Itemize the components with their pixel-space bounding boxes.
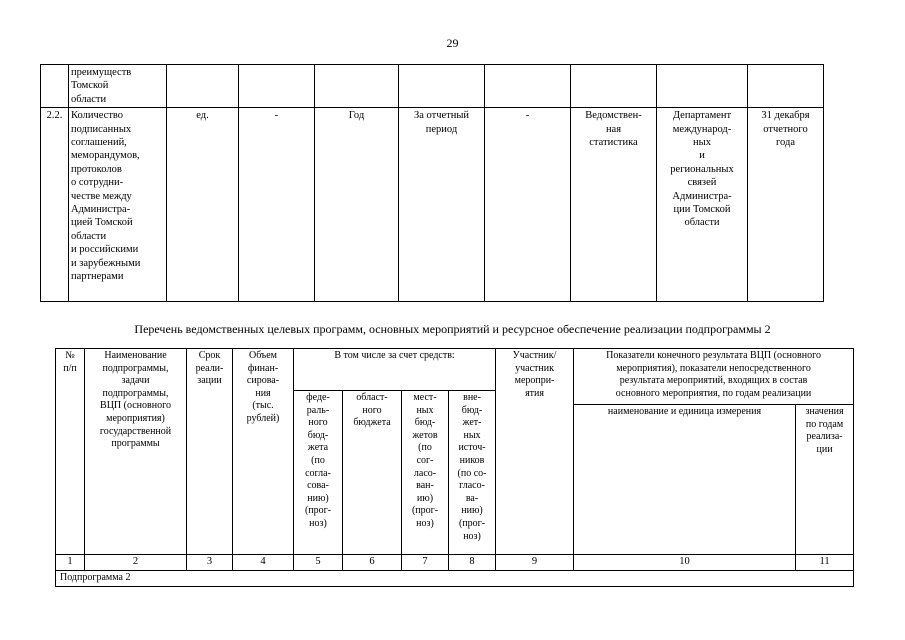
page-number: 29 [446, 36, 459, 50]
table-cell: - [485, 108, 571, 302]
header-indicator-values: значения по годам реализа- ции [796, 405, 854, 555]
header-sources-group: В том числе за счет средств: [294, 349, 496, 391]
header-extrabudget: вне- бюд- жет- ных источ- ников (по со- гласо- ва- нию) (прог- ноз) [449, 391, 496, 555]
column-number: 11 [796, 555, 854, 571]
header-num: № п/п [56, 349, 85, 555]
row-number: 2.2. [41, 108, 69, 302]
unit-cell: ед. [167, 108, 239, 302]
indicator-name-continued: преимуществ Томской области [69, 65, 167, 108]
header-federal: феде- раль- ного бюд- жета (по согла- сова- нию) (прог- ноз) [294, 391, 343, 555]
table-row [56, 570, 854, 586]
header-local: мест- ных бюд- жетов (по сог- ласо- ван- ию) (прог- ноз) [402, 391, 449, 555]
column-number: 6 [343, 555, 402, 571]
indicator-name: Количество подписанных соглашений, меморандумов, протоколов о сотрудни- честве между Администра- цией Томской области и российскими и зарубежными партнерами [69, 108, 167, 302]
table-cell: - [239, 108, 315, 302]
header-indicator-name: наименование и единица измерения [574, 405, 796, 555]
responsible-cell: Департамент международ- ных и региональных связей Администра- ции Томской области [657, 108, 748, 302]
header-name: Наименование подпрограммы, задачи подпрограммы, ВЦП (основного мероприятия) государственной программы [85, 349, 187, 555]
header-volume: Объем финан- сирова- ния (тыс. рублей) [233, 349, 294, 555]
table-row [41, 108, 824, 302]
header-regional: област- ного бюджета [343, 391, 402, 555]
header-term: Срок реали- зации [187, 349, 233, 555]
table-cell: За отчетный период [399, 108, 485, 302]
column-number: 3 [187, 555, 233, 571]
table-cell: Год [315, 108, 399, 302]
table-header-row [56, 349, 854, 391]
data-source-cell: Ведомствен- ная статистика [571, 108, 657, 302]
column-numbers-row [56, 555, 854, 571]
column-number: 7 [402, 555, 449, 571]
column-number: 9 [496, 555, 574, 571]
column-number: 4 [233, 555, 294, 571]
subprogram-resources-table [55, 348, 854, 587]
subprogram-row-label: Подпрограмма 2 [56, 570, 854, 586]
table-row [41, 65, 824, 108]
section-heading: Перечень ведомственных целевых программ, основных мероприятий и ресурсное обеспечение реализации подпрограммы 2 [134, 322, 771, 336]
column-number: 1 [56, 555, 85, 571]
header-participant: Участник/ участник меропри- ятия [496, 349, 574, 555]
column-number: 8 [449, 555, 496, 571]
indicators-table-continuation [40, 64, 824, 302]
column-number: 10 [574, 555, 796, 571]
column-number: 2 [85, 555, 187, 571]
date-cell: 31 декабря отчетного года [748, 108, 824, 302]
column-number: 5 [294, 555, 343, 571]
header-indicators: Показатели конечного результата ВЦП (основного мероприятия), показатели непосредственного результата мероприятий, входящих в состав основного мероприятия, по годам реализации [574, 349, 854, 405]
